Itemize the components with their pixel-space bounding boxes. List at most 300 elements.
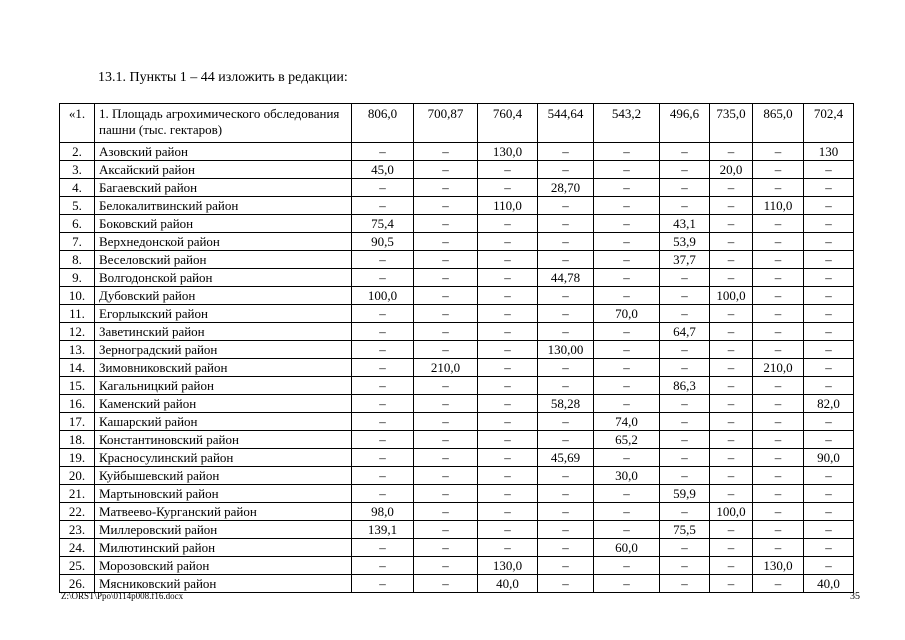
value-cell: –	[753, 179, 804, 197]
value-cell: –	[660, 539, 710, 557]
district-name: Волгодонской район	[95, 269, 352, 287]
district-name: Боковский район	[95, 215, 352, 233]
value-cell: –	[594, 197, 660, 215]
value-cell: –	[804, 305, 854, 323]
value-cell: –	[594, 377, 660, 395]
row-number: 25.	[60, 557, 95, 575]
district-name: Зерноградский район	[95, 341, 352, 359]
value-cell: –	[352, 341, 414, 359]
value-cell: –	[414, 305, 478, 323]
row-number: 24.	[60, 539, 95, 557]
value-cell: –	[804, 251, 854, 269]
value-cell: –	[710, 269, 753, 287]
value-cell: –	[753, 485, 804, 503]
value-cell: –	[538, 575, 594, 593]
district-name: Дубовский район	[95, 287, 352, 305]
value-cell: –	[804, 431, 854, 449]
value-cell: –	[594, 323, 660, 341]
value-cell: 90,0	[804, 449, 854, 467]
district-name: Матвеево-Курганский район	[95, 503, 352, 521]
row-number: 23.	[60, 521, 95, 539]
value-cell: –	[753, 575, 804, 593]
value-cell: –	[352, 467, 414, 485]
value-cell: –	[414, 233, 478, 251]
table-row	[60, 521, 854, 539]
value-cell: –	[538, 197, 594, 215]
value-cell: –	[414, 287, 478, 305]
table-body	[60, 104, 854, 593]
value-cell: –	[538, 539, 594, 557]
value-cell: 700,87	[414, 104, 478, 143]
value-cell: –	[660, 503, 710, 521]
value-cell: –	[594, 449, 660, 467]
district-name: Кагальницкий район	[95, 377, 352, 395]
value-cell: –	[710, 521, 753, 539]
table-row	[60, 431, 854, 449]
table-row	[60, 485, 854, 503]
table-row	[60, 287, 854, 305]
table-row	[60, 413, 854, 431]
value-cell: –	[710, 179, 753, 197]
section-heading: 13.1. Пункты 1 – 44 изложить в редакции:	[98, 70, 348, 85]
table-header-row	[60, 104, 854, 143]
value-cell: –	[538, 467, 594, 485]
value-cell: –	[538, 503, 594, 521]
row-number: 22.	[60, 503, 95, 521]
value-cell: –	[660, 557, 710, 575]
value-cell: –	[804, 323, 854, 341]
value-cell: –	[753, 449, 804, 467]
district-name: Константиновский район	[95, 431, 352, 449]
value-cell: –	[753, 323, 804, 341]
value-cell: –	[753, 431, 804, 449]
value-cell: 40,0	[478, 575, 538, 593]
table-row	[60, 143, 854, 161]
value-cell: –	[478, 269, 538, 287]
table-row	[60, 323, 854, 341]
value-cell: –	[414, 179, 478, 197]
value-cell: –	[660, 143, 710, 161]
value-cell: –	[414, 557, 478, 575]
value-cell: 30,0	[594, 467, 660, 485]
value-cell: –	[753, 305, 804, 323]
row-number: 9.	[60, 269, 95, 287]
value-cell: –	[804, 269, 854, 287]
value-cell: –	[753, 413, 804, 431]
row-number: 10.	[60, 287, 95, 305]
value-cell: 110,0	[753, 197, 804, 215]
value-cell: –	[352, 413, 414, 431]
value-cell: –	[352, 305, 414, 323]
value-cell: –	[478, 485, 538, 503]
value-cell: –	[804, 485, 854, 503]
value-cell: 130,0	[478, 557, 538, 575]
value-cell: –	[710, 215, 753, 233]
row-number: 15.	[60, 377, 95, 395]
value-cell: –	[538, 521, 594, 539]
value-cell: 100,0	[352, 287, 414, 305]
table-row	[60, 197, 854, 215]
value-cell: –	[478, 413, 538, 431]
value-cell: –	[538, 143, 594, 161]
district-name: Белокалитвинский район	[95, 197, 352, 215]
value-cell: –	[414, 575, 478, 593]
value-cell: 98,0	[352, 503, 414, 521]
value-cell: –	[414, 395, 478, 413]
value-cell: –	[478, 503, 538, 521]
value-cell: 130,00	[538, 341, 594, 359]
value-cell: –	[710, 431, 753, 449]
table-row	[60, 449, 854, 467]
value-cell: 40,0	[804, 575, 854, 593]
value-cell: –	[478, 215, 538, 233]
district-name: Мясниковский район	[95, 575, 352, 593]
district-name: Заветинский район	[95, 323, 352, 341]
value-cell: –	[352, 251, 414, 269]
table-row	[60, 575, 854, 593]
value-cell: –	[414, 143, 478, 161]
value-cell: –	[352, 485, 414, 503]
value-cell: –	[753, 251, 804, 269]
value-cell: –	[753, 269, 804, 287]
value-cell: –	[478, 359, 538, 377]
value-cell: 65,2	[594, 431, 660, 449]
value-cell: –	[538, 377, 594, 395]
value-cell: –	[710, 377, 753, 395]
value-cell: 44,78	[538, 269, 594, 287]
value-cell: –	[710, 233, 753, 251]
value-cell: –	[753, 521, 804, 539]
value-cell: –	[414, 251, 478, 269]
row-number: 12.	[60, 323, 95, 341]
value-cell: –	[538, 233, 594, 251]
value-cell: –	[710, 413, 753, 431]
value-cell: –	[594, 215, 660, 233]
value-cell: –	[352, 539, 414, 557]
value-cell: –	[414, 467, 478, 485]
value-cell: 496,6	[660, 104, 710, 143]
district-name: Миллеровский район	[95, 521, 352, 539]
row-number: 14.	[60, 359, 95, 377]
value-cell: –	[594, 521, 660, 539]
value-cell: 130,0	[753, 557, 804, 575]
table-row	[60, 341, 854, 359]
row-number: «1.	[60, 104, 95, 143]
table-row	[60, 251, 854, 269]
value-cell: –	[414, 197, 478, 215]
district-name: Куйбышевский район	[95, 467, 352, 485]
value-cell: –	[710, 359, 753, 377]
value-cell: 82,0	[804, 395, 854, 413]
value-cell: –	[804, 341, 854, 359]
value-cell: –	[804, 161, 854, 179]
value-cell: –	[478, 161, 538, 179]
value-cell: 806,0	[352, 104, 414, 143]
value-cell: –	[594, 341, 660, 359]
value-cell: 100,0	[710, 287, 753, 305]
value-cell: –	[710, 485, 753, 503]
value-cell: –	[352, 449, 414, 467]
table-row	[60, 269, 854, 287]
value-cell: –	[414, 413, 478, 431]
district-name: Мартыновский район	[95, 485, 352, 503]
value-cell: 59,9	[660, 485, 710, 503]
value-cell: –	[478, 341, 538, 359]
value-cell: 43,1	[660, 215, 710, 233]
value-cell: –	[753, 233, 804, 251]
value-cell: –	[753, 161, 804, 179]
value-cell: –	[660, 395, 710, 413]
value-cell: –	[352, 179, 414, 197]
value-cell: –	[710, 467, 753, 485]
value-cell: –	[594, 557, 660, 575]
value-cell: –	[538, 413, 594, 431]
value-cell: –	[710, 395, 753, 413]
value-cell: –	[478, 431, 538, 449]
value-cell: –	[660, 575, 710, 593]
value-cell: 53,9	[660, 233, 710, 251]
value-cell: –	[478, 233, 538, 251]
value-cell: –	[414, 503, 478, 521]
value-cell: 45,69	[538, 449, 594, 467]
value-cell: 64,7	[660, 323, 710, 341]
value-cell: –	[753, 395, 804, 413]
value-cell: 70,0	[594, 305, 660, 323]
row-number: 16.	[60, 395, 95, 413]
value-cell: –	[804, 539, 854, 557]
value-cell: –	[352, 431, 414, 449]
table-row	[60, 179, 854, 197]
table-row	[60, 215, 854, 233]
value-cell: –	[710, 575, 753, 593]
value-cell: –	[414, 323, 478, 341]
value-cell: –	[478, 467, 538, 485]
value-cell: –	[352, 359, 414, 377]
table-row	[60, 161, 854, 179]
value-cell: –	[804, 287, 854, 305]
table-row	[60, 539, 854, 557]
value-cell: –	[414, 485, 478, 503]
value-cell: –	[478, 395, 538, 413]
row-number: 18.	[60, 431, 95, 449]
value-cell: –	[594, 395, 660, 413]
value-cell: –	[804, 215, 854, 233]
value-cell: –	[804, 377, 854, 395]
row-number: 8.	[60, 251, 95, 269]
value-cell: –	[352, 395, 414, 413]
district-name: Морозовский район	[95, 557, 352, 575]
value-cell: –	[352, 323, 414, 341]
value-cell: –	[594, 485, 660, 503]
value-cell: –	[538, 557, 594, 575]
district-name: Веселовский район	[95, 251, 352, 269]
value-cell: –	[753, 503, 804, 521]
value-cell: –	[414, 449, 478, 467]
value-cell: –	[538, 287, 594, 305]
value-cell: –	[478, 539, 538, 557]
value-cell: –	[660, 179, 710, 197]
value-cell: –	[804, 179, 854, 197]
value-cell: 702,4	[804, 104, 854, 143]
value-cell: –	[594, 287, 660, 305]
value-cell: –	[594, 179, 660, 197]
value-cell: –	[753, 377, 804, 395]
value-cell: –	[660, 359, 710, 377]
row-number: 4.	[60, 179, 95, 197]
value-cell: 60,0	[594, 539, 660, 557]
value-cell: –	[414, 521, 478, 539]
value-cell: 75,4	[352, 215, 414, 233]
value-cell: –	[414, 341, 478, 359]
table-row	[60, 305, 854, 323]
value-cell: –	[710, 251, 753, 269]
value-cell: –	[753, 287, 804, 305]
value-cell: –	[538, 161, 594, 179]
value-cell: –	[753, 341, 804, 359]
row-number: 13.	[60, 341, 95, 359]
value-cell: –	[478, 323, 538, 341]
value-cell: –	[594, 143, 660, 161]
value-cell: 20,0	[710, 161, 753, 179]
row-number: 2.	[60, 143, 95, 161]
value-cell: –	[414, 215, 478, 233]
value-cell: –	[660, 197, 710, 215]
value-cell: –	[710, 143, 753, 161]
value-cell: 760,4	[478, 104, 538, 143]
footer-file-path: Z:\ORST\Ppo\0114p008.f16.docx	[61, 591, 184, 601]
value-cell: –	[660, 431, 710, 449]
value-cell: –	[594, 575, 660, 593]
value-cell: –	[538, 305, 594, 323]
value-cell: 544,64	[538, 104, 594, 143]
district-name: Милютинский район	[95, 539, 352, 557]
value-cell: –	[804, 521, 854, 539]
value-cell: –	[660, 161, 710, 179]
value-cell: –	[414, 539, 478, 557]
value-cell: –	[538, 485, 594, 503]
district-name: Азовский район	[95, 143, 352, 161]
row-number: 20.	[60, 467, 95, 485]
value-cell: –	[710, 539, 753, 557]
value-cell: –	[414, 161, 478, 179]
value-cell: –	[753, 215, 804, 233]
value-cell: –	[538, 431, 594, 449]
value-cell: –	[660, 305, 710, 323]
value-cell: –	[710, 341, 753, 359]
value-cell: –	[710, 305, 753, 323]
value-cell: –	[660, 341, 710, 359]
value-cell: 90,5	[352, 233, 414, 251]
row-number: 19.	[60, 449, 95, 467]
table-row	[60, 395, 854, 413]
table-row	[60, 359, 854, 377]
value-cell: 28,70	[538, 179, 594, 197]
value-cell: –	[478, 251, 538, 269]
header-label: 1. Площадь агрохимического обследования пашни (тыс. гектаров)	[99, 106, 340, 137]
table-row	[60, 467, 854, 485]
value-cell: –	[660, 449, 710, 467]
value-cell: –	[804, 557, 854, 575]
district-name: Зимовниковский район	[95, 359, 352, 377]
value-cell: 58,28	[538, 395, 594, 413]
district-name: Верхнедонской район	[95, 233, 352, 251]
row-number: 6.	[60, 215, 95, 233]
value-cell: 37,7	[660, 251, 710, 269]
table-row	[60, 377, 854, 395]
district-name: Аксайский район	[95, 161, 352, 179]
value-cell: 210,0	[753, 359, 804, 377]
district-name	[95, 104, 352, 143]
value-cell: –	[710, 557, 753, 575]
value-cell: –	[594, 161, 660, 179]
page-number: 35	[850, 591, 860, 602]
row-number: 7.	[60, 233, 95, 251]
value-cell: –	[478, 377, 538, 395]
value-cell: –	[594, 233, 660, 251]
value-cell: –	[804, 413, 854, 431]
district-name: Кашарский район	[95, 413, 352, 431]
value-cell: 130	[804, 143, 854, 161]
value-cell: –	[594, 503, 660, 521]
district-name: Егорлыкский район	[95, 305, 352, 323]
value-cell: 110,0	[478, 197, 538, 215]
row-number: 11.	[60, 305, 95, 323]
table-row	[60, 503, 854, 521]
value-cell: 865,0	[753, 104, 804, 143]
district-name: Багаевский район	[95, 179, 352, 197]
value-cell: –	[538, 323, 594, 341]
value-cell: 75,5	[660, 521, 710, 539]
value-cell: 100,0	[710, 503, 753, 521]
value-cell: –	[594, 359, 660, 377]
value-cell: –	[594, 269, 660, 287]
value-cell: 543,2	[594, 104, 660, 143]
value-cell: 139,1	[352, 521, 414, 539]
value-cell: –	[753, 467, 804, 485]
value-cell: –	[804, 233, 854, 251]
value-cell: –	[414, 377, 478, 395]
value-cell: –	[660, 287, 710, 305]
value-cell: 45,0	[352, 161, 414, 179]
value-cell: –	[414, 431, 478, 449]
value-cell: –	[804, 197, 854, 215]
district-table	[59, 103, 854, 593]
value-cell: –	[478, 179, 538, 197]
value-cell: –	[478, 449, 538, 467]
row-number: 21.	[60, 485, 95, 503]
value-cell: –	[352, 143, 414, 161]
value-cell: –	[478, 305, 538, 323]
value-cell: –	[538, 359, 594, 377]
row-number: 26.	[60, 575, 95, 593]
value-cell: –	[660, 467, 710, 485]
value-cell: –	[660, 269, 710, 287]
value-cell: –	[660, 413, 710, 431]
value-cell: –	[478, 521, 538, 539]
value-cell: 86,3	[660, 377, 710, 395]
value-cell: –	[478, 287, 538, 305]
value-cell: 210,0	[414, 359, 478, 377]
value-cell: 130,0	[478, 143, 538, 161]
value-cell: –	[414, 269, 478, 287]
value-cell: –	[804, 359, 854, 377]
value-cell: –	[538, 251, 594, 269]
value-cell: –	[352, 557, 414, 575]
district-name: Красносулинский район	[95, 449, 352, 467]
row-number: 17.	[60, 413, 95, 431]
row-number: 3.	[60, 161, 95, 179]
value-cell: –	[710, 197, 753, 215]
